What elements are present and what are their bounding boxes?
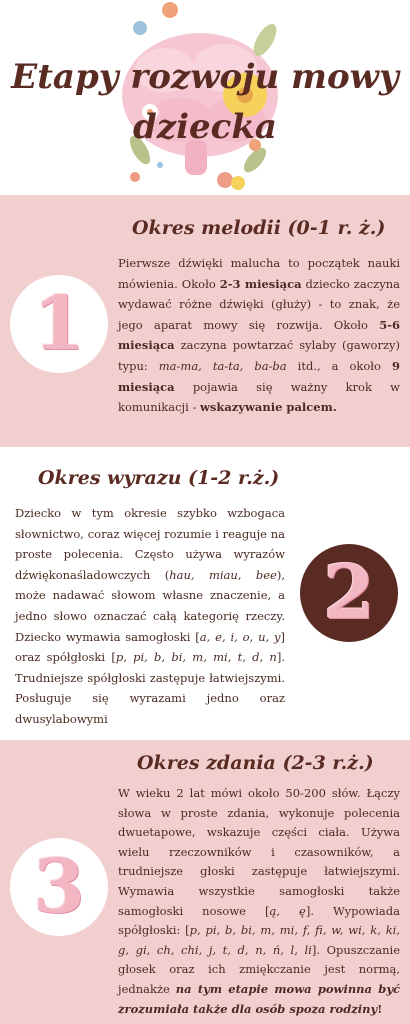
page-title: Etapy rozwoju mowy dziecka — [11, 57, 399, 147]
text-run: ), może nadawać słowom własne znaczenie, a jedno słowo oznaczać całą kategorię rzeczy. Dziecko wymawia samogłoski [ — [15, 567, 285, 644]
section-title: Okres melodii (0-1 r. ż.) — [132, 217, 386, 239]
text-run: na tym etapie mowa powinna być zrozumiała także dla osób spoza rodziny — [118, 981, 401, 1016]
text-run: W wieku 2 lat mówi około 50-200 słów. Łączy słowa w proste zdania, wykonuje polecenia dwuetapowe, wskazuje części ciała. Używa wielu rzeczowników i czasowników, a trudniejsze głoski zastępuje łatwiejszymi. Wymawia wszystkie samogłoski także samogłoski nosowe [ — [118, 786, 400, 918]
section-paragraph — [118, 784, 400, 1019]
text-run: itd., a około — [286, 358, 392, 373]
text-run: 9 miesiąca — [118, 358, 400, 394]
text-run: ma-ma, ta-ta, ba-ba — [158, 358, 287, 373]
number-label: 1 — [33, 281, 85, 367]
text-run: 2-3 miesiąca — [219, 276, 302, 291]
text-run: ] oraz spółgłoski [ — [15, 629, 285, 665]
header — [0, 0, 410, 195]
number-badge-2 — [300, 544, 398, 642]
text-run: ! — [377, 1001, 383, 1016]
section-paragraph — [118, 253, 400, 418]
number-label: 3 — [33, 844, 85, 930]
section-title: Okres zdania (2-3 r.ż.) — [137, 752, 374, 774]
section-title: Okres wyrazu (1-2 r.ż.) — [38, 467, 280, 489]
text-run: 5-6 miesiąca — [118, 317, 400, 353]
number-label: 2 — [323, 550, 375, 636]
text-run: Pierwsze dźwięki malucha to początek nauki mówienia. Około — [118, 256, 400, 291]
text-run: ]. Wypowiada spółgłoski: [ — [118, 903, 400, 938]
text-run: hau, miau, bee — [169, 567, 277, 582]
text-run: wskazywanie palcem. — [200, 400, 337, 415]
text-run: Dziecko w tym okresie szybko wzbogaca słownictwo, coraz więcej rozumie i reaguje na proste polecenia. Często używa wyrazów dźwiękonaśladowczych ( — [15, 506, 285, 582]
text-run: zaczyna powtarzać sylaby (gaworzy) typu: — [118, 338, 400, 373]
text-run: p, pi, b, bi, m, mi, f, fi, w, wi, k, ki, g, gi, ch, chi, j, t, d, n, ń, l, li — [118, 923, 401, 957]
text-run: ą, ę — [269, 903, 306, 918]
section-paragraph — [15, 503, 285, 730]
text-run: ]. Opuszczanie głosek oraz ich zmiękczanie jest normą, jednakże — [118, 942, 400, 996]
text-run: dziecko zaczyna wydawać różne dźwięki (głuży) - to znak, że jego aparat mowy się rozwija. Około — [118, 276, 400, 332]
text-run: pojawia się ważny krok w komunikacji - — [118, 379, 400, 415]
number-badge-1 — [10, 275, 108, 373]
number-badge-3 — [10, 838, 108, 936]
text-run: ]. Trudniejsze spółgłoski zastępuje łatwiejszymi. Posługuje się wyrazami jedno oraz dwusylabowymi — [15, 650, 285, 726]
text-run: p, pi, b, bi, m, mi, t, d, n — [115, 650, 277, 665]
text-run: a, e, i, o, u, y — [199, 629, 281, 644]
